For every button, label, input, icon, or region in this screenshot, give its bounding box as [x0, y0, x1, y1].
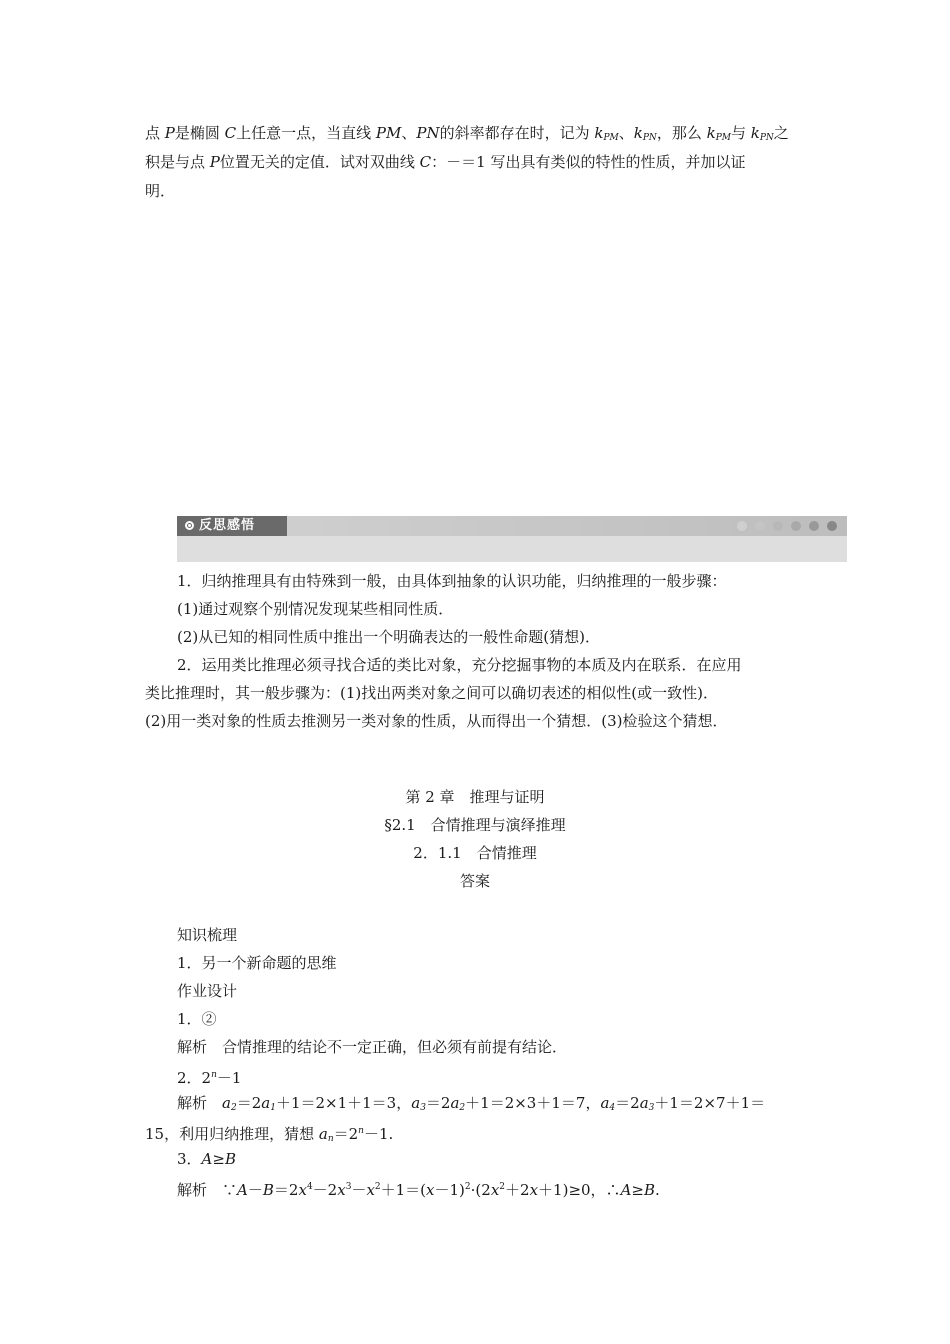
answer-1-explanation: 解析 合情推理的结论不一定正确，但必须有前提有结论．: [177, 1038, 568, 1056]
answer-3-explanation: 解析 $\because A-B=2x^4-2x^3-x^2+1=(x-1)^2\cdot(2x^2+2x+1)\ge 0$，∴A≥B.: [177, 1181, 660, 1199]
answer-1: 1．②: [177, 1010, 217, 1028]
banner-tag: [177, 516, 287, 536]
reflection-line-1: 1．归纳推理具有由特殊到一般，由具体到抽象的认识功能，归纳推理的一般步骤：: [177, 572, 727, 590]
banner-dot: [809, 521, 819, 531]
knowledge-label: 知识梳理: [177, 926, 238, 944]
banner-dots: [737, 521, 837, 531]
banner-strip: [177, 536, 847, 562]
reflection-banner: [177, 516, 847, 562]
answer-3: 3．A≥B: [177, 1150, 236, 1168]
banner-dot: [827, 521, 837, 531]
banner-dot: [791, 521, 801, 531]
reflection-line-6: (2)用一类对象的性质去推测另一类对象的性质，从而得出一个猜想．(3)检验这个猜想．: [145, 712, 728, 730]
problem-line-2: 积是与点 P位置无关的定值．试对双曲线 C：－＝1 写出具有类似的特性的性质，并加以证: [145, 153, 746, 171]
reflection-line-4: 2．运用类比推理必须寻找合适的类比对象，充分挖掘事物的本质及内在联系．在应用: [177, 656, 742, 674]
banner-dot: [773, 521, 783, 531]
homework-label: 作业设计: [177, 982, 238, 1000]
section-heading: §2.1 合情推理与演绎推理: [384, 816, 566, 834]
answer-2-explanation: 解析 $a_2=2a_1+1=2\times 1+1=3$，$a_3=2a_2+1=2\times 3+1=7$，$a_4=2a_3+1=2\times 7+1=$: [177, 1094, 766, 1113]
chapter-heading: 第 2 章 推理与证明: [405, 788, 545, 806]
banner-dot: [737, 521, 747, 531]
knowledge-item-1: 1．另一个新命题的思维: [177, 954, 337, 972]
banner-title: 反思感悟: [199, 518, 256, 533]
problem-line-1: 点 P是椭圆 C上任意一点，当直线 PM、PN的斜率都存在时，记为 $k_{PM}$、$k_{PN}$，那么 $k_{PM}$与 $k_{PN}$之: [145, 124, 789, 143]
reflection-line-5: 类比推理时，其一般步骤为：(1)找出两类对象之间可以确切表述的相似性(或一致性)．: [145, 684, 718, 702]
target-icon: [185, 521, 194, 530]
reflection-line-2: (1)通过观察个别情况发现某些相同性质．: [177, 600, 454, 618]
subsection-heading: 2．1.1 合情推理: [413, 844, 537, 862]
reflection-line-3: (2)从已知的相同性质中推出一个明确表达的一般性命题(猜想)．: [177, 628, 600, 646]
problem-line-3: 明．: [145, 182, 176, 200]
answer-2-explanation-cont: 15，利用归纳推理，猜想 $a_n=2^n-1$.: [145, 1125, 394, 1144]
banner-header-bar: [177, 516, 847, 536]
answer-heading: 答案: [459, 872, 490, 890]
banner-dot: [755, 521, 765, 531]
answer-2: 2．$2^n-1$: [177, 1069, 242, 1087]
